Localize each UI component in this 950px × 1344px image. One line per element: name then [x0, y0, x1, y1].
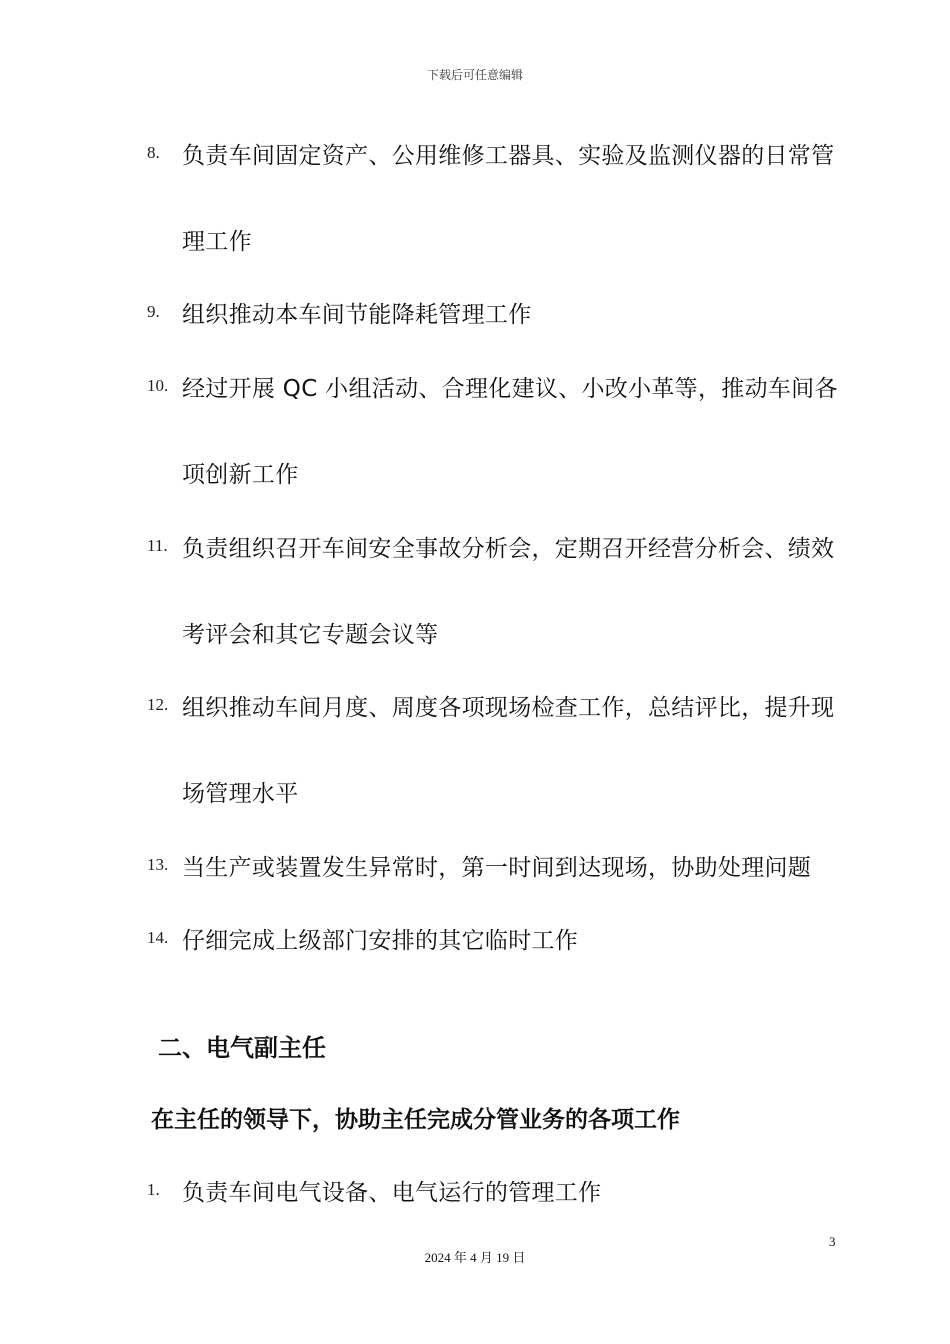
item-number: 10. — [147, 376, 169, 395]
item-text-line1: 负责车间固定资产、公用维修工器具、实验及监测仪器的日常管 — [182, 143, 835, 169]
item-text-line2: 项创新工作 — [182, 462, 299, 488]
item-text-line2: 场管理水平 — [182, 781, 299, 807]
item-text-line1: 经过开展 QC 小组活动、合理化建议、小改小革等，推动车间各 — [182, 376, 838, 402]
section-heading: 二、电气副主任 — [158, 1034, 326, 1062]
item-text-line2: 理工作 — [182, 229, 252, 255]
item-text-line1: 组织推动本车间节能降耗管理工作 — [182, 302, 532, 328]
page-number: 3 — [829, 1234, 836, 1249]
footer-date: 2024 年 4 月 19 日 — [424, 1250, 526, 1265]
item-text-line1: 组织推动车间月度、周度各项现场检查工作，总结评比，提升现 — [182, 695, 835, 721]
item-text-line1: 仔细完成上级部门安排的其它临时工作 — [182, 928, 579, 954]
item-text-line1: 负责车间电气设备、电气运行的管理工作 — [182, 1180, 602, 1206]
section-intro: 在主任的领导下，协助主任完成分管业务的各项工作 — [151, 1107, 680, 1133]
item-text-line1: 负责组织召开车间安全事故分析会，定期召开经营分析会、绩效 — [182, 536, 835, 562]
item-number: 13. — [147, 855, 169, 874]
item-text-line2: 考评会和其它专题会议等 — [182, 622, 439, 648]
item-number: 14. — [147, 928, 169, 947]
item-text-line1: 当生产或装置发生异常时，第一时间到达现场，协助处理问题 — [182, 855, 812, 881]
item-number: 8. — [147, 143, 160, 162]
item-number: 1. — [147, 1180, 160, 1199]
item-number: 11. — [147, 536, 168, 555]
item-number: 9. — [147, 302, 160, 321]
page-header: 下载后可任意编辑 — [426, 68, 523, 82]
item-number: 12. — [147, 695, 169, 714]
